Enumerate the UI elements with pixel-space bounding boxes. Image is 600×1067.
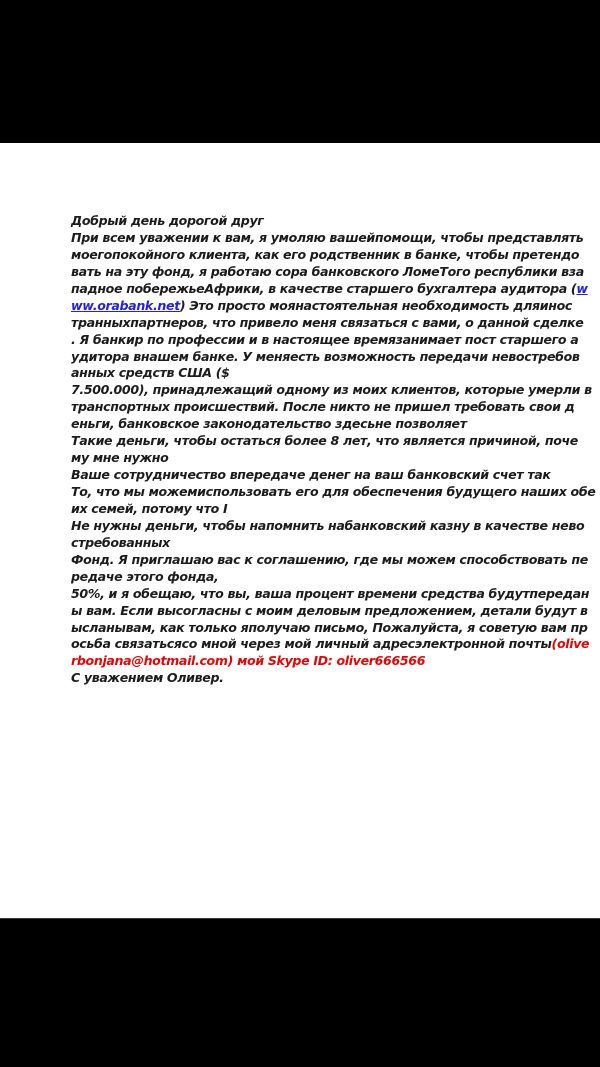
text-line [71,484,596,501]
letter-text: анных средств США ($ [71,365,230,381]
letter-text: 7.500.000), принадлежащий одному из моих клиентов, которые умерли в [71,382,592,398]
letter-text: му мне нужно [71,450,169,466]
text-line [71,467,576,484]
letter-text: осьба связатьсясо мной через мой личный адресэлектронной почты [71,636,552,652]
letter-text: . Я банкир по профессии и в настоящее времязанимает пост старшего а [71,331,579,347]
letterbox-top-bar [0,0,600,143]
letter-text: Добрый день дорогой друг [71,213,264,228]
text-line [71,348,580,366]
text-line [71,263,584,281]
text-line [71,213,576,230]
letter-text: ) Это просто моянастоятельная необходимость дляинос [179,297,572,313]
contact-info-red-text: (olive [551,636,590,652]
text-line [71,331,579,349]
text-line [71,501,576,518]
document-page [0,143,600,919]
text-line [71,382,592,399]
letter-text: падное побережьеАфрики, в качестве старшего бухгалтера аудитора ( [71,280,577,296]
letter-body [71,213,596,687]
letter-text: удитора внашем банке. У меняесть возможность передачи невостребов [71,348,580,364]
orabank-link[interactable]: ww.orabank.net [71,297,180,313]
text-line [71,636,590,653]
text-line [71,298,576,315]
letter-text: ы вам. Если высогласны с моим деловым предложением, детали будут в [71,602,588,618]
letter-text: С уважением Оливер. [71,670,224,686]
text-line [71,416,576,433]
letter-text: транспортных происшествий. После никто не пришел требовать свои д [71,399,575,415]
letter-text: стребованных [71,534,170,550]
orabank-link[interactable]: w [576,280,588,296]
text-line [71,280,588,298]
text-line [71,229,584,247]
letter-text: моегопокойного клиента, как его родственник в банке, чтобы претендо [71,246,580,262]
text-line [71,450,576,467]
letter-text: ысланывам, как только яполучаю письмо, Пожалуйста, я советую вам пр [71,619,588,635]
letter-text: транныхпартнеров, что привело меня связаться с вами, о данной сделке [71,314,584,330]
text-line [71,433,579,450]
letter-text: Фонд. Я приглашаю вас к соглашению, где мы можем способствовать пе [71,551,588,567]
text-line [71,670,576,687]
letterbox-bottom-bar [0,919,600,1067]
letter-text: При всем уважении к вам, я умоляю вашейпомощи, чтобы представлять [71,229,584,245]
text-line [71,314,584,332]
text-line [71,585,590,603]
letter-text: Такие деньги, чтобы остаться более 8 лет, что является причиной, поче [71,433,579,449]
letter-text: вать на эту фонд, я работаю сора банковского ЛомеТого республики вза [71,263,584,279]
text-line [71,535,576,552]
letter-text: Ваше сотрудничество впередаче денег на ваш банковский счет так [71,467,551,483]
letter-text: редаче этого фонда, [71,568,219,584]
text-line [71,246,580,264]
letter-text: их семей, потому что I [71,500,228,516]
text-line [71,619,588,637]
contact-info-red-text: rbonjana@hotmail.com) мой Skype ID: oliver666566 [71,653,426,669]
text-line [71,569,576,586]
text-line [71,399,576,416]
text-line [71,517,585,535]
text-line [71,365,576,382]
text-line [71,551,588,569]
letter-text: Не нужны деньги, чтобы напомнить набанковский казну в качестве нево [71,517,585,533]
text-line [71,653,576,670]
letter-text: 50%, и я обещаю, что вы, ваша процент времени средства будутпередан [71,585,590,601]
letter-text: еньги, банковское законодательство здесьне позволяет [71,416,467,432]
text-line [71,602,588,620]
letter-text: То, что мы можемиспользовать его для обеспечения будущего наших обе [71,484,596,499]
